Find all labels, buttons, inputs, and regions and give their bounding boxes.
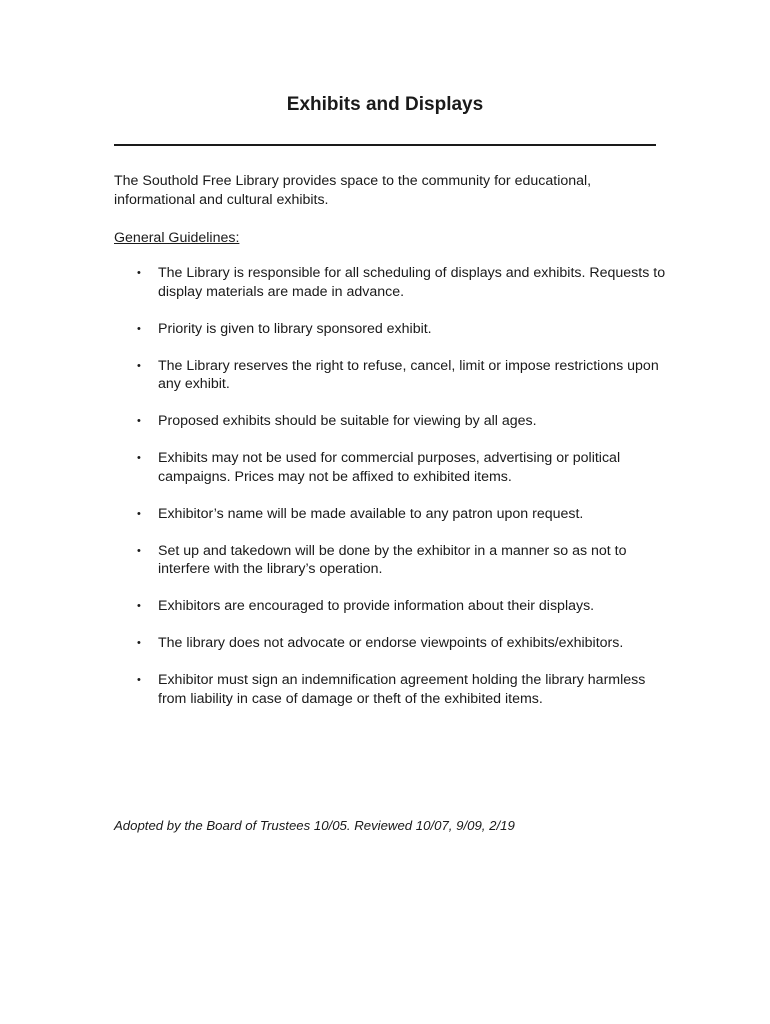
- guidelines-list: [0, 264, 770, 727]
- bullet-icon: •: [137, 600, 141, 612]
- guideline-text: Exhibitor’s name will be made available to any patron upon request.: [158, 505, 584, 522]
- bullet-icon: •: [137, 507, 141, 520]
- guideline-item: [0, 597, 668, 616]
- guidelines-heading: General Guidelines:: [114, 230, 240, 246]
- guideline-item: [0, 634, 668, 653]
- adoption-footer: Adopted by the Board of Trustees 10/05. Reviewed 10/07, 9/09, 2/19: [114, 818, 515, 833]
- bullet-icon: •: [137, 544, 141, 557]
- bullet-icon: •: [137, 674, 141, 686]
- guideline-text: Proposed exhibits should be suitable for viewing by all ages.: [158, 413, 537, 429]
- bullet-icon: •: [137, 637, 141, 649]
- guideline-text: Exhibitor must sign an indemnification agreement holding the library harmless from liability in case of damage or theft of the exhibited items.: [158, 672, 646, 707]
- guideline-item: [0, 449, 668, 486]
- bullet-icon: •: [137, 415, 141, 427]
- bullet-icon: •: [137, 359, 141, 372]
- guideline-item: [0, 505, 668, 524]
- guideline-text: Priority is given to library sponsored exhibit.: [158, 320, 432, 337]
- guideline-text: The Library reserves the right to refuse, cancel, limit or impose restrictions upon any exhibit.: [158, 357, 659, 392]
- guideline-text: The library does not advocate or endorse viewpoints of exhibits/exhibitors.: [158, 635, 624, 651]
- guideline-item: [0, 264, 668, 301]
- guideline-text: Set up and takedown will be done by the exhibitor in a manner so as not to interfere with the library’s operation.: [158, 542, 627, 577]
- guideline-item: [0, 542, 668, 579]
- guideline-item: [0, 671, 668, 708]
- page-title: Exhibits and Displays: [286, 94, 484, 115]
- guideline-item: [0, 320, 668, 339]
- guideline-item: [0, 357, 668, 394]
- bullet-icon: •: [137, 267, 141, 279]
- bullet-icon: •: [137, 322, 141, 335]
- guideline-text: Exhibitors are encouraged to provide information about their displays.: [158, 598, 595, 614]
- intro-paragraph: The Southold Free Library provides space to the community for educational, informational and cultural exhibits.: [114, 173, 592, 208]
- bullet-icon: •: [137, 452, 141, 464]
- guideline-text: Exhibits may not be used for commercial purposes, advertising or political campaigns. Prices may not be affixed to exhibited items.: [158, 450, 621, 485]
- title-divider: [114, 144, 656, 146]
- guideline-item: [0, 412, 668, 431]
- guideline-text: The Library is responsible for all scheduling of displays and exhibits. Requests to display materials are made in advance.: [158, 265, 666, 300]
